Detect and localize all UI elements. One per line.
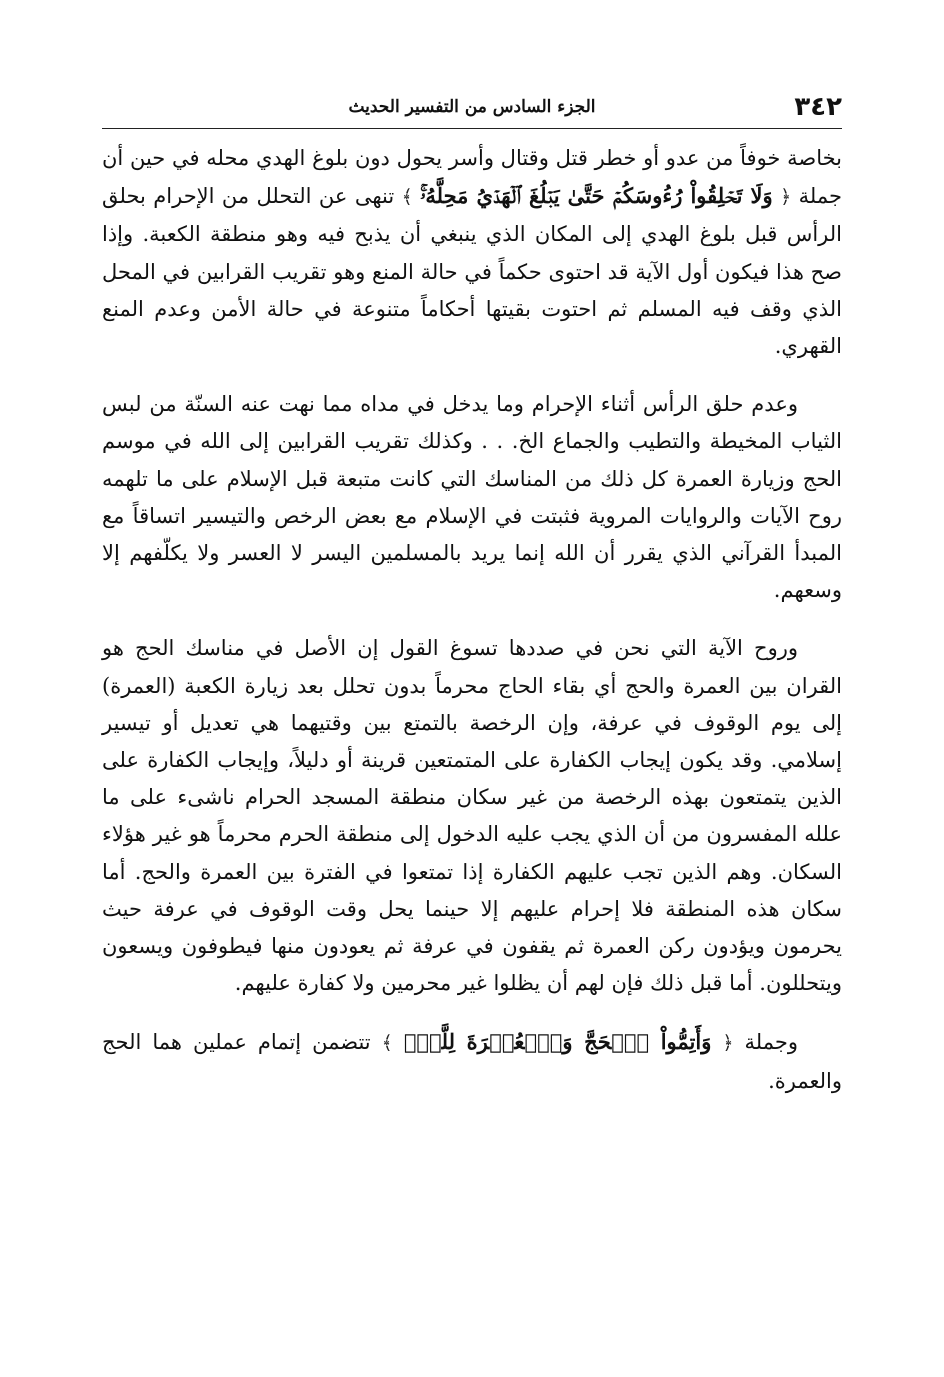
quran-bracket-open: ﴿ — [780, 186, 792, 209]
page-number: ٣٤٢ — [794, 92, 842, 122]
paragraph-4 — [102, 1023, 842, 1099]
paragraph-1-text-before: بخاصة خوفاً من عدو أو خطر قتل وقتال وأسر يحول دون بلوغ الهدي محله في حين أن جملة — [102, 146, 842, 209]
page-header — [102, 92, 842, 129]
quran-bracket-open: ﴿ — [722, 1032, 734, 1055]
paragraph-4-text-before: وجملة — [744, 1030, 798, 1055]
paragraph-2: وعدم حلق الرأس أثناء الإحرام وما يدخل في مداه مما نهت عنه السنّة من لبس الثياب المخيطة والتطيب والجماع الخ. . . وكذلك تقريب القرابين إلى الله في موسم الحج وزيارة العمرة كل ذلك من المناسك التي كانت متبعة قبل الإسلام على ما تلهمه روح الآيات والروايات المروية فثبتت في الإسلام مع بعض الرخص والتيسير اتساقاً مع المبدأ القرآني الذي يقرر أن الله إنما يريد بالمسلمين اليسر لا العسر ولا يكلّفهم إلا وسعهم. — [102, 392, 842, 603]
quran-bracket-close: ﴾ — [381, 1032, 393, 1055]
quran-quote: وَأَتِمُّواْ ٱلۡحَجَّ وَٱلۡعُمۡرَةَ لِلَّهِۚ — [403, 1029, 712, 1055]
body-text — [102, 140, 842, 1121]
quran-quote: وَلَا تَحۡلِقُواْ رُءُوسَكُمۡ حَتَّىٰ يَبۡلُغَ ٱلۡهَدۡيُ مَحِلَّهُۥۚ — [420, 183, 773, 209]
paragraph-4-text-after: تتضمن إتمام عملين هما الحج والعمرة. — [102, 1030, 842, 1093]
quran-bracket-close: ﴾ — [401, 186, 413, 209]
running-title: الجزء السادس من التفسير الحديث — [348, 97, 596, 117]
paragraph-1 — [102, 140, 842, 365]
paragraph-1-text-after: تنهى عن التحلل من الإحرام بحلق الرأس قبل بلوغ الهدي إلى المكان الذي ينبغي أن يذبح فيه وهو منطقة الكعبة. وإذا صح هذا فيكون أول الآية قد احتوى حكماً في حالة المنع وهو تقريب القرابين في المحل الذي وقف فيه المسلم ثم احتوت بقيتها أحكاماً متنوعة في حالة الأمن وعدم المنع القهري. — [102, 184, 842, 359]
paragraph-3: وروح الآية التي نحن في صددها تسوغ القول إن الأصل في مناسك الحج هو القران بين العمرة والحج أي بقاء الحاج محرماً بدون تحلل بعد زيارة الكعبة (العمرة) إلى يوم الوقوف في عرفة، وإن الرخصة بالتمتع بين وقتيهما هي تعديل أو تيسير إسلامي. وقد يكون إيجاب الكفارة على المتمتعين قرينة أو دليلاً، وإيجاب الكفارة على الذين يتمتعون بهذه الرخصة من غير سكان منطقة المسجد الحرام ناشىء على ما علله المفسرون من أن الذي يجب عليه الدخول إلى منطقة الحرم محرماً هو غير هؤلاء السكان. وهم الذين تجب عليهم الكفارة إذا تمتعوا في الفترة بين العمرة والحج. أما سكان هذه المنطقة فلا إحرام عليهم إلا حينما يحل وقت الوقوف في عرفة حيث يحرمون ويؤدون ركن العمرة ثم يقفون في عرفة ثم يعودون منها فيطوفون ويسعون ويتحللون. أما قبل ذلك فإن لهم أن يظلوا غير محرمين ولا كفارة عليهم. — [102, 636, 842, 996]
